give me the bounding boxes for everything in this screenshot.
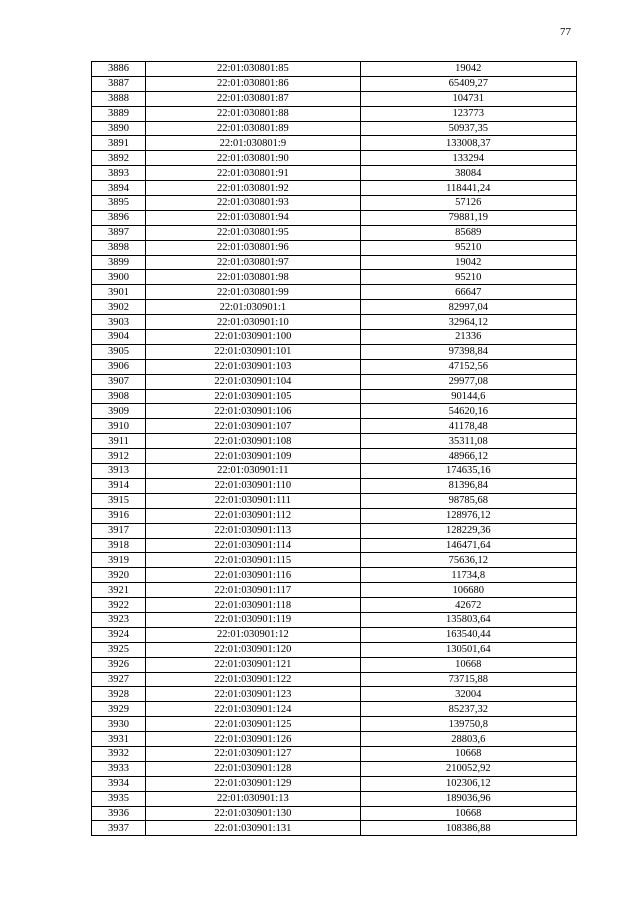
table-row bbox=[92, 702, 577, 717]
table-row bbox=[92, 76, 577, 91]
row-number-cell: 3935 bbox=[92, 791, 146, 806]
table-row bbox=[92, 404, 577, 419]
table-row bbox=[92, 151, 577, 166]
value-cell: 146471,64 bbox=[360, 538, 576, 553]
row-number-cell: 3886 bbox=[92, 62, 146, 77]
row-number-cell: 3915 bbox=[92, 493, 146, 508]
table-row bbox=[92, 434, 577, 449]
row-number-cell: 3934 bbox=[92, 776, 146, 791]
cadastral-number-cell: 22:01:030901:114 bbox=[146, 538, 360, 553]
row-number-cell: 3916 bbox=[92, 508, 146, 523]
row-number-cell: 3920 bbox=[92, 568, 146, 583]
value-cell: 21336 bbox=[360, 330, 576, 345]
table-row bbox=[92, 732, 577, 747]
table-row bbox=[92, 687, 577, 702]
row-number-cell: 3892 bbox=[92, 151, 146, 166]
row-number-cell: 3924 bbox=[92, 627, 146, 642]
row-number-cell: 3931 bbox=[92, 732, 146, 747]
table-row bbox=[92, 91, 577, 106]
cadastral-number-cell: 22:01:030901:117 bbox=[146, 583, 360, 598]
table-row bbox=[92, 225, 577, 240]
row-number-cell: 3888 bbox=[92, 91, 146, 106]
value-cell: 133008,37 bbox=[360, 136, 576, 151]
value-cell: 139750,8 bbox=[360, 717, 576, 732]
table-row bbox=[92, 746, 577, 761]
value-cell: 66647 bbox=[360, 285, 576, 300]
row-number-cell: 3904 bbox=[92, 330, 146, 345]
cadastral-number-cell: 22:01:030801:90 bbox=[146, 151, 360, 166]
value-cell: 123773 bbox=[360, 106, 576, 121]
cadastral-number-cell: 22:01:030901:13 bbox=[146, 791, 360, 806]
value-cell: 48966,12 bbox=[360, 449, 576, 464]
row-number-cell: 3922 bbox=[92, 598, 146, 613]
value-cell: 210052,92 bbox=[360, 761, 576, 776]
row-number-cell: 3925 bbox=[92, 642, 146, 657]
cadastral-number-cell: 22:01:030801:91 bbox=[146, 166, 360, 181]
value-cell: 128976,12 bbox=[360, 508, 576, 523]
value-cell: 11734,8 bbox=[360, 568, 576, 583]
cadastral-number-cell: 22:01:030901:115 bbox=[146, 553, 360, 568]
row-number-cell: 3902 bbox=[92, 300, 146, 315]
value-cell: 108386,88 bbox=[360, 821, 576, 836]
cadastral-number-cell: 22:01:030901:129 bbox=[146, 776, 360, 791]
value-cell: 75636,12 bbox=[360, 553, 576, 568]
table-row bbox=[92, 612, 577, 627]
row-number-cell: 3910 bbox=[92, 419, 146, 434]
cadastral-number-cell: 22:01:030901:118 bbox=[146, 598, 360, 613]
cadastral-number-cell: 22:01:030901:11 bbox=[146, 464, 360, 479]
cadastral-number-cell: 22:01:030901:100 bbox=[146, 330, 360, 345]
table-row bbox=[92, 136, 577, 151]
cadastral-number-cell: 22:01:030801:98 bbox=[146, 270, 360, 285]
table-row bbox=[92, 583, 577, 598]
cadastral-number-cell: 22:01:030901:109 bbox=[146, 449, 360, 464]
cadastral-number-cell: 22:01:030901:122 bbox=[146, 672, 360, 687]
value-cell: 133294 bbox=[360, 151, 576, 166]
cadastral-number-cell: 22:01:030901:108 bbox=[146, 434, 360, 449]
table-row bbox=[92, 270, 577, 285]
row-number-cell: 3932 bbox=[92, 746, 146, 761]
value-cell: 35311,08 bbox=[360, 434, 576, 449]
cadastral-number-cell: 22:01:030901:116 bbox=[146, 568, 360, 583]
table-row bbox=[92, 330, 577, 345]
row-number-cell: 3907 bbox=[92, 374, 146, 389]
cadastral-number-cell: 22:01:030901:101 bbox=[146, 344, 360, 359]
cadastral-number-cell: 22:01:030901:121 bbox=[146, 657, 360, 672]
row-number-cell: 3937 bbox=[92, 821, 146, 836]
cadastral-number-cell: 22:01:030901:105 bbox=[146, 389, 360, 404]
row-number-cell: 3906 bbox=[92, 359, 146, 374]
table-row bbox=[92, 776, 577, 791]
value-cell: 104731 bbox=[360, 91, 576, 106]
table-row bbox=[92, 210, 577, 225]
cadastral-number-cell: 22:01:030901:111 bbox=[146, 493, 360, 508]
value-cell: 28803,6 bbox=[360, 732, 576, 747]
table-row bbox=[92, 761, 577, 776]
table-row bbox=[92, 508, 577, 523]
value-cell: 97398,84 bbox=[360, 344, 576, 359]
row-number-cell: 3926 bbox=[92, 657, 146, 672]
row-number-cell: 3890 bbox=[92, 121, 146, 136]
cadastral-number-cell: 22:01:030801:92 bbox=[146, 181, 360, 196]
row-number-cell: 3928 bbox=[92, 687, 146, 702]
cadastral-number-cell: 22:01:030801:9 bbox=[146, 136, 360, 151]
cadastral-number-cell: 22:01:030801:87 bbox=[146, 91, 360, 106]
value-cell: 79881,19 bbox=[360, 210, 576, 225]
row-number-cell: 3891 bbox=[92, 136, 146, 151]
row-number-cell: 3923 bbox=[92, 612, 146, 627]
cadastral-number-cell: 22:01:030901:110 bbox=[146, 478, 360, 493]
cadastral-number-cell: 22:01:030901:123 bbox=[146, 687, 360, 702]
row-number-cell: 3911 bbox=[92, 434, 146, 449]
cadastral-number-cell: 22:01:030901:103 bbox=[146, 359, 360, 374]
cadastral-number-cell: 22:01:030901:104 bbox=[146, 374, 360, 389]
table-row bbox=[92, 196, 577, 211]
value-cell: 10668 bbox=[360, 746, 576, 761]
row-number-cell: 3905 bbox=[92, 344, 146, 359]
table-row bbox=[92, 821, 577, 836]
table-row bbox=[92, 642, 577, 657]
table-body bbox=[92, 62, 577, 836]
row-number-cell: 3929 bbox=[92, 702, 146, 717]
value-cell: 41178,48 bbox=[360, 419, 576, 434]
cadastral-number-cell: 22:01:030901:131 bbox=[146, 821, 360, 836]
row-number-cell: 3899 bbox=[92, 255, 146, 270]
row-number-cell: 3933 bbox=[92, 761, 146, 776]
table-row bbox=[92, 627, 577, 642]
row-number-cell: 3897 bbox=[92, 225, 146, 240]
cadastral-number-cell: 22:01:030801:96 bbox=[146, 240, 360, 255]
cadastral-number-cell: 22:01:030801:94 bbox=[146, 210, 360, 225]
value-cell: 38084 bbox=[360, 166, 576, 181]
cadastral-number-cell: 22:01:030901:1 bbox=[146, 300, 360, 315]
table-row bbox=[92, 62, 577, 77]
row-number-cell: 3909 bbox=[92, 404, 146, 419]
table-row bbox=[92, 240, 577, 255]
cadastral-number-cell: 22:01:030901:120 bbox=[146, 642, 360, 657]
table-row bbox=[92, 374, 577, 389]
table-row bbox=[92, 389, 577, 404]
table-row bbox=[92, 806, 577, 821]
table-row bbox=[92, 181, 577, 196]
table-row bbox=[92, 568, 577, 583]
value-cell: 65409,27 bbox=[360, 76, 576, 91]
value-cell: 32004 bbox=[360, 687, 576, 702]
table-row bbox=[92, 106, 577, 121]
value-cell: 163540,44 bbox=[360, 627, 576, 642]
cadastral-number-cell: 22:01:030901:127 bbox=[146, 746, 360, 761]
cadastral-number-cell: 22:01:030901:113 bbox=[146, 523, 360, 538]
value-cell: 10668 bbox=[360, 657, 576, 672]
cadastral-number-cell: 22:01:030901:12 bbox=[146, 627, 360, 642]
row-number-cell: 3896 bbox=[92, 210, 146, 225]
row-number-cell: 3927 bbox=[92, 672, 146, 687]
value-cell: 29977,08 bbox=[360, 374, 576, 389]
cadastral-number-cell: 22:01:030801:95 bbox=[146, 225, 360, 240]
value-cell: 42672 bbox=[360, 598, 576, 613]
value-cell: 118441,24 bbox=[360, 181, 576, 196]
value-cell: 98785,68 bbox=[360, 493, 576, 508]
value-cell: 47152,56 bbox=[360, 359, 576, 374]
row-number-cell: 3895 bbox=[92, 196, 146, 211]
value-cell: 73715,88 bbox=[360, 672, 576, 687]
row-number-cell: 3936 bbox=[92, 806, 146, 821]
cadastral-number-cell: 22:01:030801:86 bbox=[146, 76, 360, 91]
cadastral-number-cell: 22:01:030801:88 bbox=[146, 106, 360, 121]
row-number-cell: 3894 bbox=[92, 181, 146, 196]
value-cell: 10668 bbox=[360, 806, 576, 821]
row-number-cell: 3919 bbox=[92, 553, 146, 568]
row-number-cell: 3908 bbox=[92, 389, 146, 404]
table-row bbox=[92, 791, 577, 806]
value-cell: 85689 bbox=[360, 225, 576, 240]
table-row bbox=[92, 344, 577, 359]
row-number-cell: 3898 bbox=[92, 240, 146, 255]
cadastral-number-cell: 22:01:030801:89 bbox=[146, 121, 360, 136]
row-number-cell: 3889 bbox=[92, 106, 146, 121]
value-cell: 19042 bbox=[360, 62, 576, 77]
value-cell: 85237,32 bbox=[360, 702, 576, 717]
value-cell: 95210 bbox=[360, 240, 576, 255]
row-number-cell: 3930 bbox=[92, 717, 146, 732]
value-cell: 189036,96 bbox=[360, 791, 576, 806]
value-cell: 102306,12 bbox=[360, 776, 576, 791]
table-row bbox=[92, 657, 577, 672]
table-row bbox=[92, 285, 577, 300]
cadastral-number-cell: 22:01:030901:107 bbox=[146, 419, 360, 434]
cadastral-number-cell: 22:01:030801:97 bbox=[146, 255, 360, 270]
value-cell: 57126 bbox=[360, 196, 576, 211]
table-row bbox=[92, 419, 577, 434]
value-cell: 32964,12 bbox=[360, 315, 576, 330]
table-row bbox=[92, 523, 577, 538]
cadastral-number-cell: 22:01:030901:124 bbox=[146, 702, 360, 717]
value-cell: 54620,16 bbox=[360, 404, 576, 419]
table-row bbox=[92, 166, 577, 181]
cadastral-number-cell: 22:01:030901:112 bbox=[146, 508, 360, 523]
page-number: 77 bbox=[560, 26, 571, 38]
table-row bbox=[92, 493, 577, 508]
cadastral-number-cell: 22:01:030801:99 bbox=[146, 285, 360, 300]
table-row bbox=[92, 672, 577, 687]
cadastral-number-cell: 22:01:030901:126 bbox=[146, 732, 360, 747]
cadastral-number-cell: 22:01:030901:106 bbox=[146, 404, 360, 419]
row-number-cell: 3887 bbox=[92, 76, 146, 91]
cadastral-number-cell: 22:01:030901:10 bbox=[146, 315, 360, 330]
table-row bbox=[92, 553, 577, 568]
value-cell: 90144,6 bbox=[360, 389, 576, 404]
table-row bbox=[92, 300, 577, 315]
cadastral-number-cell: 22:01:030901:119 bbox=[146, 612, 360, 627]
table-row bbox=[92, 449, 577, 464]
value-cell: 19042 bbox=[360, 255, 576, 270]
value-cell: 174635,16 bbox=[360, 464, 576, 479]
value-cell: 81396,84 bbox=[360, 478, 576, 493]
row-number-cell: 3901 bbox=[92, 285, 146, 300]
value-cell: 95210 bbox=[360, 270, 576, 285]
cadastral-number-cell: 22:01:030901:130 bbox=[146, 806, 360, 821]
row-number-cell: 3921 bbox=[92, 583, 146, 598]
table-row bbox=[92, 538, 577, 553]
table-row bbox=[92, 359, 577, 374]
table-row bbox=[92, 121, 577, 136]
row-number-cell: 3913 bbox=[92, 464, 146, 479]
row-number-cell: 3900 bbox=[92, 270, 146, 285]
value-cell: 106680 bbox=[360, 583, 576, 598]
row-number-cell: 3918 bbox=[92, 538, 146, 553]
value-cell: 135803,64 bbox=[360, 612, 576, 627]
cadastral-table bbox=[91, 61, 577, 836]
row-number-cell: 3912 bbox=[92, 449, 146, 464]
cadastral-number-cell: 22:01:030901:125 bbox=[146, 717, 360, 732]
value-cell: 50937,35 bbox=[360, 121, 576, 136]
value-cell: 128229,36 bbox=[360, 523, 576, 538]
value-cell: 130501,64 bbox=[360, 642, 576, 657]
row-number-cell: 3914 bbox=[92, 478, 146, 493]
table-row bbox=[92, 315, 577, 330]
table-row bbox=[92, 464, 577, 479]
cadastral-number-cell: 22:01:030901:128 bbox=[146, 761, 360, 776]
row-number-cell: 3903 bbox=[92, 315, 146, 330]
row-number-cell: 3917 bbox=[92, 523, 146, 538]
table-row bbox=[92, 478, 577, 493]
table-row bbox=[92, 255, 577, 270]
value-cell: 82997,04 bbox=[360, 300, 576, 315]
table-row bbox=[92, 598, 577, 613]
table-row bbox=[92, 717, 577, 732]
cadastral-number-cell: 22:01:030801:85 bbox=[146, 62, 360, 77]
row-number-cell: 3893 bbox=[92, 166, 146, 181]
cadastral-number-cell: 22:01:030801:93 bbox=[146, 196, 360, 211]
